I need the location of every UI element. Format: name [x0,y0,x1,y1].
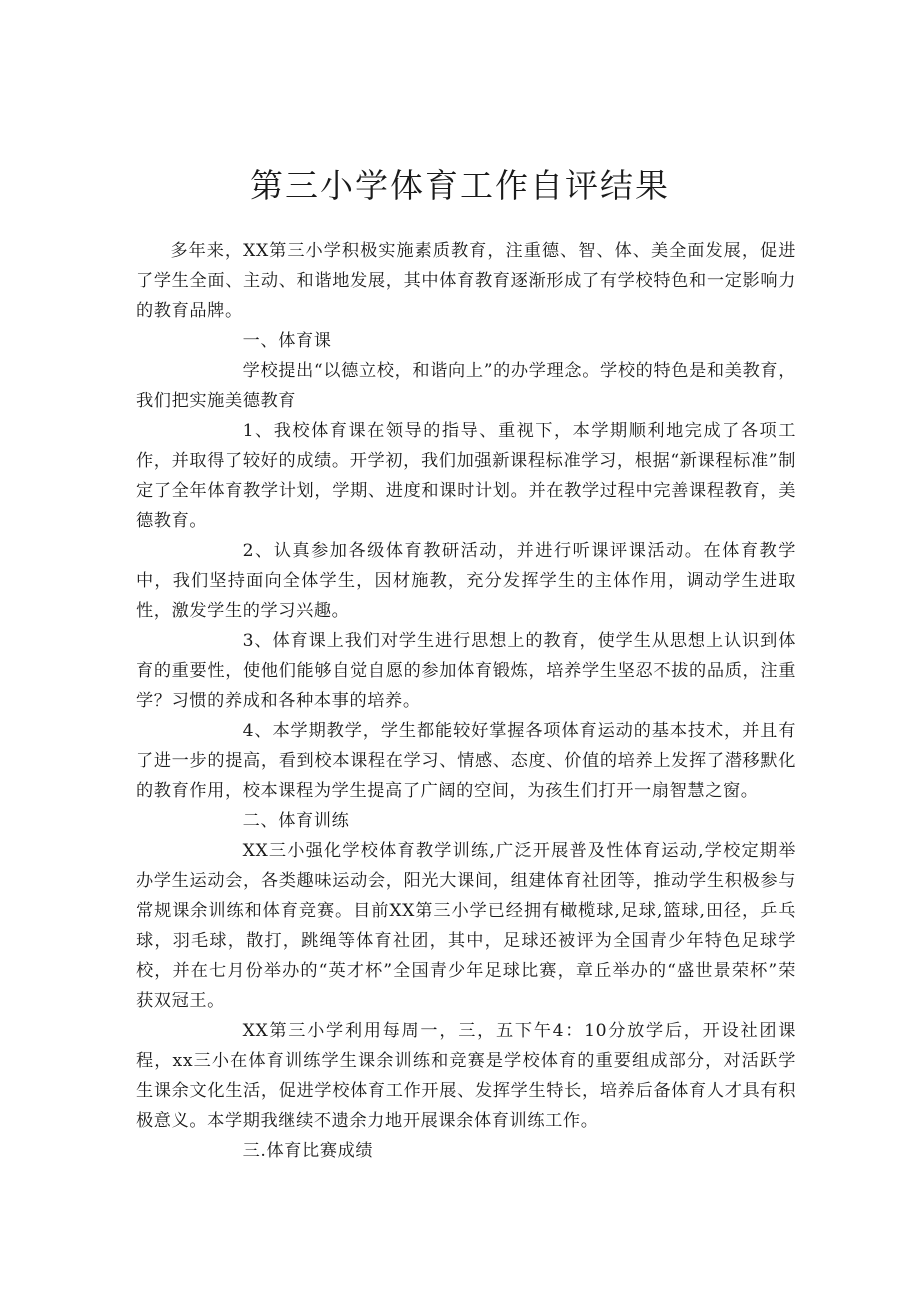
intro-paragraph: 多年来，XX第三小学积极实施素质教育，注重德、智、体、美全面发展，促进了学生全面、主动、和谐地发展，其中体育教育逐渐形成了有学校特色和一定影响力的教育品牌。 [136,241,796,321]
paragraph-pe-class-4: 4、本学期教学，学生都能较好掌握各项体育运动的基本技术，并且有了进一步的提高，看到校本课程在学习、情感、态度、价值的培养上发挥了潜移默化的教育作用，校本课程为学生提高了广阔的空间，为孩生们打开一扇智慧之窗。 [136,721,796,801]
paragraph-pe-training-2: XX第三小学利用每周一，三，五下午4：10分放学后，开设社团课程，xx三小在体育训练学生课余训练和竞赛是学校体育的重要组成部分，对活跃学生课余文化生活，促进学校体育工作开展、发挥学生特长，培养后备体育人才具有积极意义。本学期我继续不遗余力地开展课余体育训练工作。 [136,1021,796,1131]
document-title: 第三小学体育工作自评结果 [250,166,670,205]
paragraph-pe-training-1: XX三小强化学校体育教学训练,广泛开展普及性体育运动,学校定期举办学生运动会，各类趣味运动会，阳光大课间，组建体育社团等，推动学生积极参与常规课余训练和体育竞赛。目前XX第三小学已经拥有橄榄球,足球,篮球,田径，乒乓球，羽毛球，散打，跳绳等体育社团，其中，足球还被评为全国青少年特色足球学校，并在七月份举办的“英才杯”全国青少年足球比赛，章丘举办的“盛世景荣杯”荣获双冠王。 [136,841,796,1011]
section-heading-pe-training: 二、体育训练 [242,811,350,831]
section-heading-competition-results: 三.体育比赛成绩 [242,1141,374,1161]
document-body [136,236,796,1166]
paragraph-pe-class-1: 1、我校体育课在领导的指导、重视下，本学期顺利地完成了各项工作，并取得了较好的成绩。开学初，我们加强新课程标准学习，根据“新课程标准”制定了全年体育教学计划，学期、进度和课时计划。并在教学过程中完善课程教育，美德教育。 [136,421,796,531]
paragraph-pe-class-2: 2、认真参加各级体育教研活动，并进行听课评课活动。在体育教学中，我们坚持面向全体学生，因材施教，充分发挥学生的主体作用，调动学生进取性，激发学生的学习兴趣。 [136,541,796,621]
paragraph-school-concept: 学校提出“以德立校，和谐向上”的办学理念。学校的特色是和美教育，我们把实施美德教育 [136,361,796,411]
paragraph-pe-class-3: 3、体育课上我们对学生进行思想上的教育，使学生从思想上认识到体育的重要性，使他们能够自觉自愿的参加体育锻炼，培养学生坚忍不拔的品质，注重学？习惯的养成和各种本事的培养。 [136,631,796,711]
section-heading-pe-class: 一、体育课 [242,331,332,351]
